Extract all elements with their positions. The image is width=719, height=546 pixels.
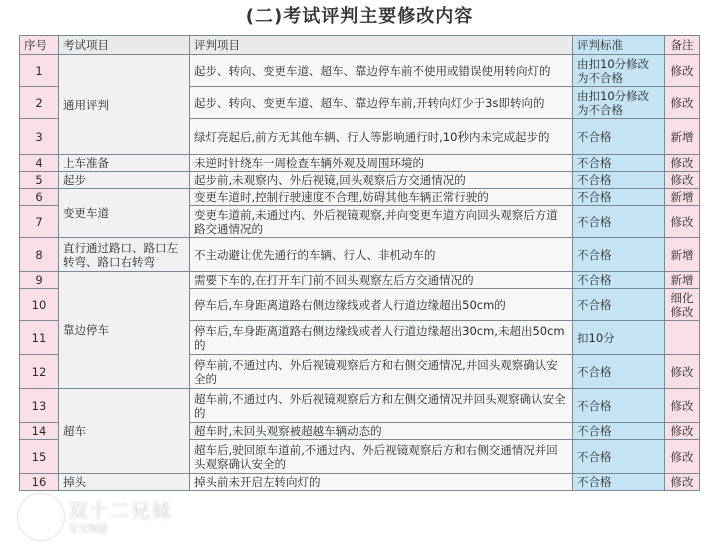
watermark-subtext: 宝宝知道 bbox=[68, 524, 108, 535]
row-note: 修改 bbox=[665, 423, 700, 440]
table-row bbox=[20, 389, 700, 423]
row-standard: 不合格 bbox=[573, 172, 665, 189]
category-cell: 通用评判 bbox=[59, 55, 190, 155]
row-item: 超车后,驶回原车道前,不通过内、外后视镜观察后方和右侧交通情况并回头观察确认安全的 bbox=[190, 440, 573, 474]
row-note: 修改 bbox=[665, 87, 700, 119]
row-item: 变更车道前,未通过内、外后视镜观察,并向变更车道方向回头观察后方道路交通情况的 bbox=[190, 206, 573, 238]
watermark-text: 双十二兄妹 bbox=[68, 500, 174, 522]
row-item: 超车时,未回头观察被超越车辆动态的 bbox=[190, 423, 573, 440]
row-no: 11 bbox=[20, 321, 59, 355]
table-row bbox=[20, 189, 700, 206]
row-standard: 不合格 bbox=[573, 206, 665, 238]
row-item: 起步、转向、变更车道、超车、靠边停车前不使用或错误使用转向灯的 bbox=[190, 55, 573, 87]
row-note: 新增 bbox=[665, 272, 700, 289]
row-note: 修改 bbox=[665, 440, 700, 474]
row-no: 3 bbox=[20, 119, 59, 155]
row-item: 停车前,不通过内、外后视镜观察后方和右侧交通情况,并回头观察确认安全的 bbox=[190, 355, 573, 389]
row-no: 15 bbox=[20, 440, 59, 474]
row-standard: 不合格 bbox=[573, 238, 665, 272]
category-cell: 超车 bbox=[59, 389, 190, 474]
row-standard: 不合格 bbox=[573, 389, 665, 423]
row-standard: 由扣10分修改为不合格 bbox=[573, 55, 665, 87]
row-note: 修改 bbox=[665, 172, 700, 189]
row-note: 细化修改 bbox=[665, 289, 700, 321]
row-no: 1 bbox=[20, 55, 59, 87]
category-cell: 上车准备 bbox=[59, 155, 190, 172]
table-header-row bbox=[20, 36, 700, 55]
row-standard: 不合格 bbox=[573, 119, 665, 155]
row-note: 修改 bbox=[665, 355, 700, 389]
row-no: 7 bbox=[20, 206, 59, 238]
row-no: 13 bbox=[20, 389, 59, 423]
watermark-logo-icon bbox=[18, 494, 64, 540]
header-standard: 评判标准 bbox=[573, 36, 665, 55]
table-row bbox=[20, 272, 700, 289]
row-standard: 不合格 bbox=[573, 423, 665, 440]
row-note: 修改 bbox=[665, 389, 700, 423]
row-standard: 不合格 bbox=[573, 355, 665, 389]
row-item: 需要下车的,在打开车门前不回头观察左后方交通情况的 bbox=[190, 272, 573, 289]
row-note: 修改 bbox=[665, 474, 700, 491]
table-row bbox=[20, 474, 700, 491]
header-note: 备注 bbox=[665, 36, 700, 55]
row-item: 停车后,车身距离道路右侧边缘线或者人行道边缘超出30cm,未超出50cm的 bbox=[190, 321, 573, 355]
row-item: 超车前,不通过内、外后视镜观察后方和左侧交通情况并回头观察确认安全的 bbox=[190, 389, 573, 423]
row-note: 修改 bbox=[665, 55, 700, 87]
table-row bbox=[20, 55, 700, 87]
row-no: 5 bbox=[20, 172, 59, 189]
row-note: 新增 bbox=[665, 119, 700, 155]
row-item: 绿灯亮起后,前方无其他车辆、行人等影响通行时,10秒内未完成起步的 bbox=[190, 119, 573, 155]
category-cell: 直行通过路口、路口左转弯、路口右转弯 bbox=[59, 238, 190, 272]
category-cell: 起步 bbox=[59, 172, 190, 189]
row-standard: 不合格 bbox=[573, 272, 665, 289]
row-item: 停车后,车身距离道路右侧边缘线或者人行道边缘超出50cm的 bbox=[190, 289, 573, 321]
row-item: 变更车道时,控制行驶速度不合理,妨碍其他车辆正常行驶的 bbox=[190, 189, 573, 206]
row-item: 未逆时针绕车一周检查车辆外观及周围环境的 bbox=[190, 155, 573, 172]
row-no: 8 bbox=[20, 238, 59, 272]
row-no: 16 bbox=[20, 474, 59, 491]
page-title: (二)考试评判主要修改内容 bbox=[245, 6, 474, 27]
row-note bbox=[665, 321, 700, 355]
row-item: 不主动避让优先通行的车辆、行人、非机动车的 bbox=[190, 238, 573, 272]
row-item: 起步前,未观察内、外后视镜,回头观察后方交通情况的 bbox=[190, 172, 573, 189]
table-row bbox=[20, 172, 700, 189]
row-item: 掉头前未开启左转向灯的 bbox=[190, 474, 573, 491]
category-cell: 掉头 bbox=[59, 474, 190, 491]
row-no: 9 bbox=[20, 272, 59, 289]
row-no: 12 bbox=[20, 355, 59, 389]
category-cell: 变更车道 bbox=[59, 189, 190, 238]
watermark bbox=[12, 490, 202, 540]
header-no: 序号 bbox=[20, 36, 59, 55]
table-row bbox=[20, 238, 700, 272]
row-standard: 不合格 bbox=[573, 155, 665, 172]
row-standard: 不合格 bbox=[573, 289, 665, 321]
row-no: 4 bbox=[20, 155, 59, 172]
row-standard: 不合格 bbox=[573, 440, 665, 474]
row-note: 新增 bbox=[665, 189, 700, 206]
category-cell: 靠边停车 bbox=[59, 272, 190, 389]
row-standard: 不合格 bbox=[573, 189, 665, 206]
table-row bbox=[20, 155, 700, 172]
header-eval-item: 评判项目 bbox=[190, 36, 573, 55]
evaluation-table bbox=[19, 35, 700, 491]
row-note: 修改 bbox=[665, 155, 700, 172]
row-standard: 由扣10分修改为不合格 bbox=[573, 87, 665, 119]
row-no: 2 bbox=[20, 87, 59, 119]
row-no: 14 bbox=[20, 423, 59, 440]
row-standard: 扣10分 bbox=[573, 321, 665, 355]
row-no: 10 bbox=[20, 289, 59, 321]
row-note: 新增 bbox=[665, 238, 700, 272]
header-exam-item: 考试项目 bbox=[59, 36, 190, 55]
row-no: 6 bbox=[20, 189, 59, 206]
row-standard: 不合格 bbox=[573, 474, 665, 491]
row-note: 修改 bbox=[665, 206, 700, 238]
row-item: 起步、转向、变更车道、超车、靠边停车前,开转向灯少于3s即转向的 bbox=[190, 87, 573, 119]
